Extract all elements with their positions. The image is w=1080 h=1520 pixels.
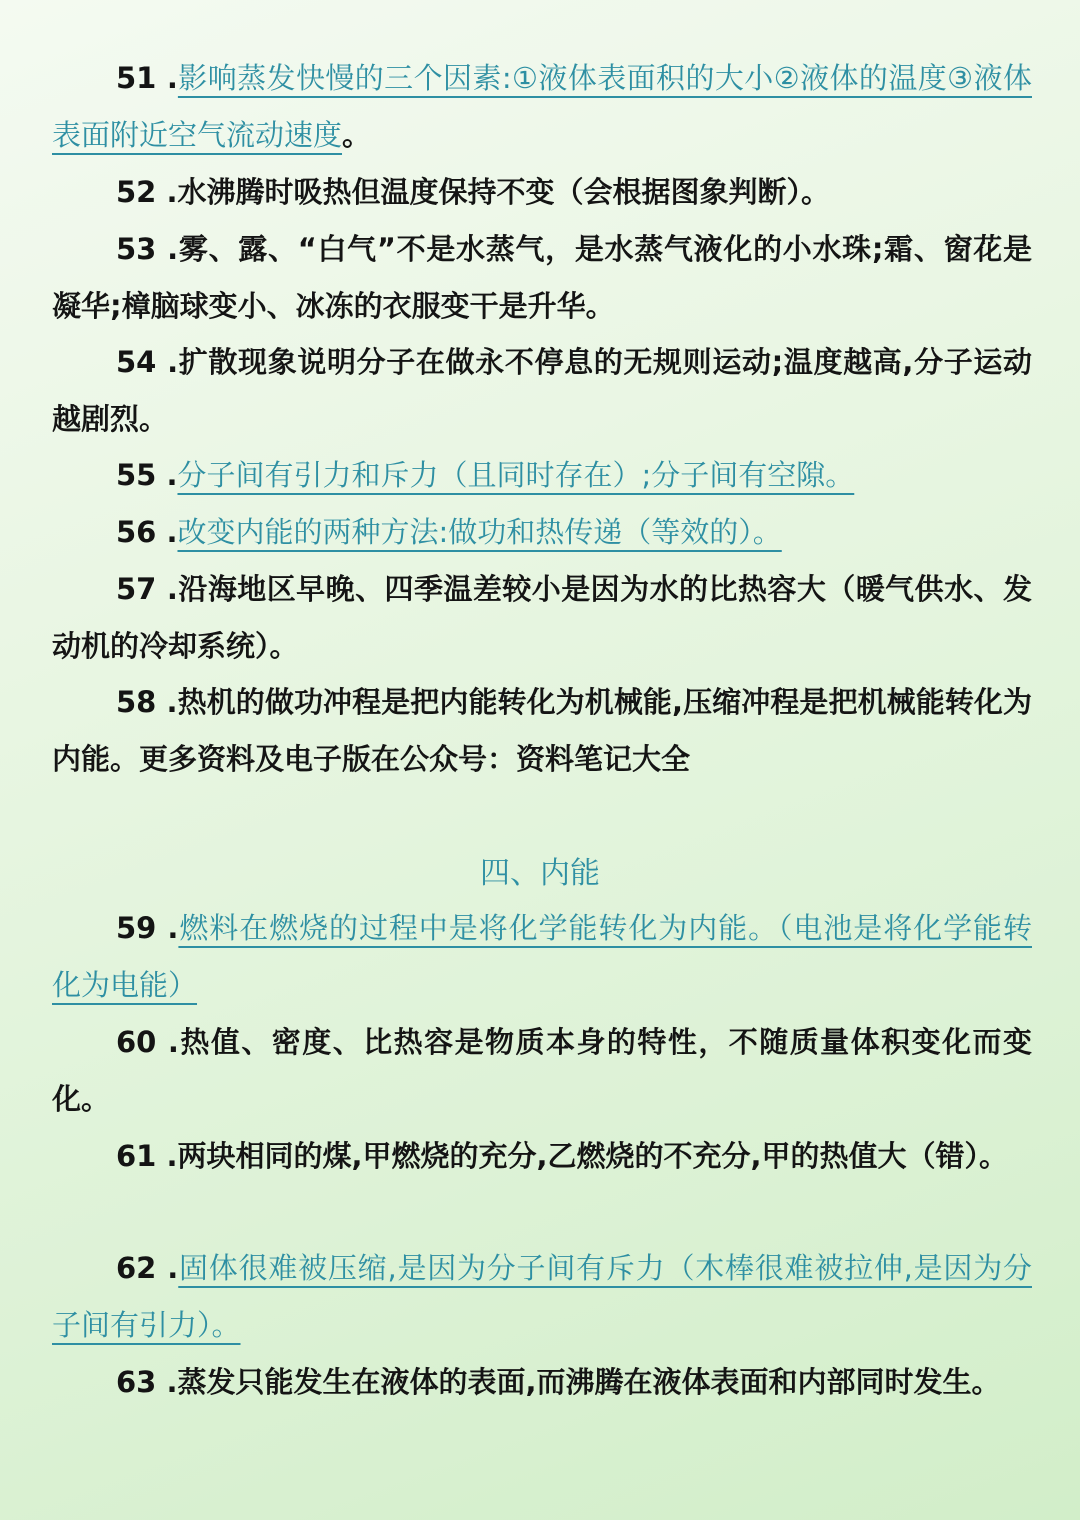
item-59 [52, 900, 1032, 1014]
item-text: 扩散现象说明分子在做永不停息的无规则运动;温度越高,分子运动越剧烈。 [52, 345, 1032, 436]
item-51 [52, 50, 1032, 164]
underlined-text: 固体很难被压缩,是因为分子间有斥力（木棒很难被拉伸,是因为分子间有引力）。 [52, 1251, 1032, 1342]
underlined-text: 分子间有引力和斥力（且同时存在）;分子间有空隙。 [177, 458, 855, 492]
underlined-text: 影响蒸发快慢的三个因素:①液体表面积的大小②液体的温度③液体表面附近空气流动速度 [52, 61, 1032, 152]
item-number: 55 . [116, 458, 178, 492]
item-53 [52, 221, 1032, 335]
item-number: 51 . [116, 61, 178, 95]
item-number: 56 . [116, 515, 178, 549]
item-text: 热机的做功冲程是把内能转化为机械能,压缩冲程是把机械能转化为内能。更多资料及电子版在公众号：资料笔记大全 [52, 685, 1032, 776]
item-55 [52, 447, 1032, 504]
item-text: 蒸发只能发生在液体的表面,而沸腾在液体表面和内部同时发生。 [177, 1365, 1001, 1399]
item-63 [52, 1354, 1032, 1411]
item-number: 60 . [116, 1025, 179, 1059]
item-number: 52 . [116, 175, 178, 209]
item-61 [52, 1128, 1032, 1185]
item-number: 61 . [116, 1139, 178, 1173]
item-62 [52, 1240, 1032, 1354]
item-text: 沿海地区早晚、四季温差较小是因为水的比热容大（暖气供水、发动机的冷却系统）。 [52, 572, 1032, 663]
item-58 [52, 674, 1032, 788]
underlined-text: 改变内能的两种方法:做功和热传递（等效的）。 [177, 515, 782, 549]
item-text: 两块相同的煤,甲燃烧的充分,乙燃烧的不充分,甲的热值大（错）。 [177, 1139, 1009, 1173]
item-tail: 。 [342, 118, 372, 152]
item-number: 53 . [116, 232, 179, 266]
item-54 [52, 334, 1032, 448]
item-60 [52, 1014, 1032, 1128]
section-heading: 四、内能 [480, 856, 600, 891]
item-number: 59 . [116, 911, 179, 945]
item-text: 水沸腾时吸热但温度保持不变（会根据图象判断）。 [177, 175, 830, 209]
item-text: 热值、密度、比热容是物质本身的特性，不随质量体积变化而变化。 [52, 1025, 1032, 1116]
item-number: 63 . [116, 1365, 178, 1399]
item-57 [52, 561, 1032, 675]
item-number: 54 . [116, 345, 179, 379]
item-52 [52, 164, 1032, 221]
item-text: 雾、露、“白气”不是水蒸气，是水蒸气液化的小水珠;霜、窗花是凝华;樟脑球变小、冰冻的衣服变干是升华。 [52, 232, 1032, 323]
item-number: 62 . [116, 1251, 179, 1285]
item-number: 57 . [116, 572, 178, 606]
item-56 [52, 504, 1032, 561]
underlined-text: 燃料在燃烧的过程中是将化学能转化为内能。（电池是将化学能转化为电能） [52, 911, 1032, 1002]
item-number: 58 . [116, 685, 178, 719]
